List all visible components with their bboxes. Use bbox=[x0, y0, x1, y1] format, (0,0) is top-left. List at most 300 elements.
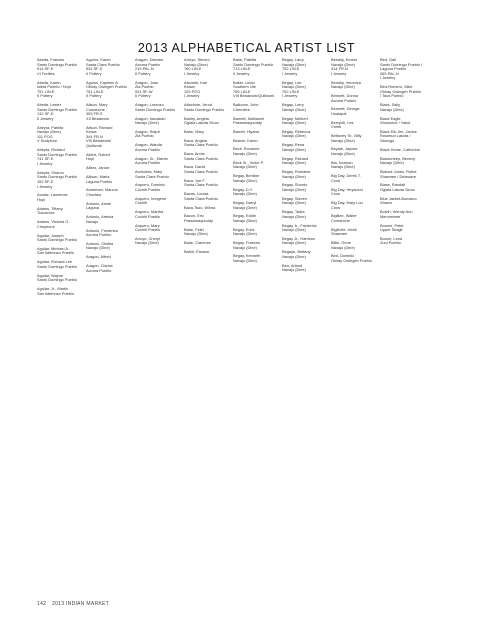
artist-entry bbox=[37, 171, 85, 189]
artist-name: Begay, Rebecca bbox=[282, 129, 311, 134]
artist-detail: Santo Domingo Pueblo bbox=[233, 62, 274, 67]
publication-name: 2013 INDIAN MARKET bbox=[51, 601, 110, 607]
artist-entry bbox=[184, 250, 232, 255]
artist-name: Beck, Roxanne bbox=[233, 147, 260, 152]
artist-name: Black, Sally bbox=[380, 103, 401, 108]
artist-detail: Comanche bbox=[331, 218, 350, 223]
artist-entry bbox=[37, 58, 85, 76]
artist-entry bbox=[282, 130, 330, 139]
artist-detail: Navajo (Dine) bbox=[282, 161, 306, 166]
artist-detail: Navajo (Dine) bbox=[282, 268, 306, 273]
artist-name: Aguilar, Wayne bbox=[37, 273, 64, 278]
artist-name: Aguilar, Joseph bbox=[37, 233, 64, 238]
artist-name: Begay, Berdine bbox=[233, 174, 260, 179]
artist-detail: 314 FR-N bbox=[331, 67, 348, 72]
artist-detail: I Jewelry bbox=[37, 162, 53, 167]
artist-entry bbox=[184, 152, 232, 161]
artist-entry bbox=[37, 193, 85, 202]
artist-entry bbox=[331, 134, 379, 143]
artist-name: Benally, Veronica bbox=[331, 80, 361, 85]
artist-name: Bahe, Pablita bbox=[233, 58, 257, 62]
artist-name: Abeita, Frances bbox=[37, 58, 65, 62]
artist-entry bbox=[184, 165, 232, 174]
artist-entry bbox=[233, 214, 281, 223]
artist-entry bbox=[380, 157, 428, 166]
artist-detail: Santa Clara Pueblo bbox=[184, 196, 218, 201]
artist-entry bbox=[135, 170, 183, 179]
artist-list-columns bbox=[37, 58, 473, 598]
artist-detail: 265 PAL-N bbox=[380, 71, 399, 76]
artist-entry bbox=[233, 188, 281, 197]
artist-detail: Hopi bbox=[37, 197, 46, 202]
artist-name: Aragon, Wanda bbox=[135, 143, 162, 148]
artist-detail: Santo Domingo Pueblo bbox=[37, 175, 78, 180]
artist-name: Balkcom, John bbox=[233, 103, 259, 108]
artist-detail: Kiowa bbox=[86, 130, 97, 135]
artist-entry bbox=[86, 166, 134, 171]
artist-name: Albert, Robert bbox=[86, 152, 111, 157]
artist-detail: Kiowa bbox=[184, 85, 195, 90]
artist-detail: Shawnee / Delaware bbox=[380, 174, 416, 179]
artist-name: Begay, Darryl bbox=[233, 200, 257, 205]
artist-name: Bahe, Clarence bbox=[184, 241, 211, 246]
artist-name: Begay, Eddie bbox=[233, 214, 256, 219]
artist-detail: I Jewelry bbox=[282, 71, 298, 76]
artist-detail: Santo Domingo Pueblo / bbox=[380, 62, 423, 67]
artist-name: Aguino, Kayleen A. bbox=[86, 80, 119, 85]
artist-entry bbox=[282, 58, 330, 76]
artist-entry bbox=[135, 103, 183, 112]
artist-name: Bennett, Donna bbox=[331, 93, 359, 98]
artist-name: Begay, Lee bbox=[282, 80, 302, 85]
artist-name: Barnett, Nathaniel bbox=[233, 116, 265, 121]
artist-name: Big Day, Derek T. bbox=[331, 174, 361, 179]
artist-name: Begay, Romaine bbox=[282, 170, 311, 174]
artist-detail: Zia Pueblo bbox=[135, 85, 154, 90]
artist-name: Boone, Lena bbox=[380, 236, 403, 241]
artist-detail: Navajo (Dine) bbox=[282, 134, 306, 139]
artist-column bbox=[135, 58, 183, 598]
artist-entry bbox=[331, 228, 379, 237]
artist-name: Aguilar, Michael A. bbox=[37, 246, 70, 251]
artist-detail: Isleta Pueblo / Hopi bbox=[37, 85, 71, 90]
artist-detail: Crow bbox=[331, 192, 341, 197]
artist-name: Abeyta, Pablita bbox=[37, 125, 64, 130]
artist-name: Aragon, Clarice bbox=[86, 264, 113, 269]
artist-detail: Navajo (Dine) bbox=[380, 161, 404, 166]
artist-entry bbox=[282, 117, 330, 126]
artist-name: Aragon, Lorenzo bbox=[135, 103, 164, 108]
artist-detail: Southern Ute bbox=[233, 85, 256, 90]
artist-entry bbox=[135, 183, 183, 192]
artist-name: Bacas, Louisa bbox=[184, 192, 209, 197]
page-title: 2013 ALPHABETICAL ARTIST LIST bbox=[137, 41, 356, 55]
artist-detail: 353 FR-S bbox=[86, 112, 103, 117]
artist-entry bbox=[37, 207, 85, 216]
artist-entry bbox=[86, 153, 134, 162]
artist-entry bbox=[282, 143, 330, 152]
artist-detail: Navajo bbox=[86, 219, 99, 224]
artist-name: Blase, Randall bbox=[380, 183, 406, 188]
artist-detail: Cochiti Pueblo bbox=[135, 214, 161, 219]
artist-entry bbox=[86, 58, 134, 76]
artist-name: Baker, Linda bbox=[233, 80, 255, 85]
artist-detail: Hualapai bbox=[331, 111, 347, 116]
artist-detail: Navajo (Dine) bbox=[282, 187, 306, 192]
artist-detail: 741 SF-E bbox=[37, 157, 54, 162]
artist-detail: Acoma Pueblo bbox=[86, 233, 112, 238]
artist-detail: Santa Clara Pueblo bbox=[184, 170, 218, 174]
artist-entry bbox=[233, 174, 281, 183]
artist-name: Beaver, Karen bbox=[233, 138, 258, 143]
artist-entry bbox=[380, 237, 428, 246]
artist-detail: Zuni Pueblo bbox=[380, 241, 401, 246]
artist-name: Bia, Norman bbox=[331, 160, 353, 165]
artist-detail: / Taos Pueblo bbox=[380, 94, 404, 99]
artist-entry bbox=[37, 274, 85, 283]
artist-entry bbox=[184, 214, 232, 223]
artist-name: Amerman, Marcus bbox=[86, 188, 118, 193]
artist-entry bbox=[184, 117, 232, 126]
artist-detail: Shawnee bbox=[331, 232, 348, 237]
artist-name: Berryhill, Les bbox=[331, 120, 354, 125]
artist-column bbox=[86, 58, 134, 598]
artist-name: Baca-Tsoo, Wilma bbox=[184, 205, 216, 210]
artist-entry bbox=[282, 170, 330, 179]
artist-detail: Navajo (Dine) bbox=[331, 138, 355, 143]
artist-name: Begaye, Brittany bbox=[282, 250, 311, 255]
artist-name: Aitson, Mary bbox=[86, 103, 108, 108]
artist-name: Billie, Gene bbox=[331, 241, 351, 246]
artist-entry bbox=[331, 188, 379, 197]
artist-detail: II Pottery bbox=[86, 71, 102, 76]
artist-detail: I Jewelry bbox=[37, 184, 53, 189]
artist-name: Arquero, Imogene bbox=[135, 196, 167, 201]
artist-name: Aguilar, Richard Lee bbox=[37, 260, 73, 265]
artist-name: Begay, Richard bbox=[282, 156, 309, 161]
artist-detail: I Jewelry bbox=[184, 71, 200, 76]
artist-detail: Navajo (Dine) bbox=[233, 245, 257, 250]
artist-detail: Cherokee bbox=[233, 107, 250, 112]
artist-name: Begay, Steven bbox=[282, 196, 308, 201]
artist-detail: Crow bbox=[331, 178, 341, 183]
artist-entry bbox=[331, 107, 379, 116]
artist-name: Bacon, Eric bbox=[184, 214, 204, 219]
artist-detail: Navajo (Dine) bbox=[184, 232, 208, 237]
artist-entry bbox=[37, 126, 85, 144]
artist-name: Begay, Lorry bbox=[282, 103, 304, 108]
artist-entry bbox=[135, 197, 183, 206]
artist-entry bbox=[135, 130, 183, 139]
artist-detail: II Jewelry bbox=[233, 71, 250, 76]
artist-detail: 752 LIN-E bbox=[282, 89, 300, 94]
artist-detail: II Jewelry bbox=[37, 116, 54, 121]
artist-detail: XII Beadwork bbox=[86, 116, 110, 121]
artist-name: Antonio, Annie bbox=[86, 201, 112, 206]
artist-entry bbox=[380, 117, 428, 126]
artist-entry bbox=[282, 157, 330, 166]
artist-detail: Santo Domingo Pueblo bbox=[184, 107, 225, 112]
artist-detail: Santa Clara Pueblo bbox=[135, 174, 169, 179]
artist-name: Begay Jr., Frederick bbox=[282, 223, 317, 228]
artist-entry bbox=[380, 197, 428, 206]
artist-detail: Santo Domingo Pueblo bbox=[37, 62, 78, 67]
artist-name: Archuleta, Mary bbox=[135, 170, 163, 174]
artist-detail: San Ildefonso Pueblo bbox=[37, 291, 74, 296]
artist-entry bbox=[380, 210, 428, 219]
artist-name: Antonio, Frederica bbox=[86, 228, 118, 233]
artist-name: Baca, Angela bbox=[184, 138, 207, 143]
artist-entry bbox=[86, 188, 134, 197]
artist-name: Alfaro, Janice bbox=[86, 166, 110, 171]
artist-detail: Laguna Pueblo bbox=[380, 67, 407, 72]
artist-name: Arquero, Mary bbox=[135, 223, 160, 228]
artist-entry bbox=[233, 147, 281, 156]
artist-name: Abeita, Lester bbox=[37, 103, 62, 108]
artist-detail: Navajo (Dine) bbox=[331, 245, 355, 250]
artist-detail: Navajo (Dine) bbox=[282, 85, 306, 90]
artist-detail: Navajo (Dine) bbox=[282, 62, 306, 67]
artist-detail: Acoma Pueblo bbox=[135, 161, 161, 166]
artist-name: Allison, Marla bbox=[86, 175, 110, 179]
artist-name: BigBee, Walter bbox=[331, 214, 357, 219]
artist-detail: Shawn bbox=[380, 201, 392, 206]
artist-detail: Navajo (Dine) bbox=[233, 232, 257, 237]
artist-entry bbox=[233, 130, 281, 135]
artist-detail: Acoma Pueblo bbox=[135, 62, 161, 67]
artist-entry bbox=[282, 197, 330, 206]
artist-name: Big Day, Heywood bbox=[331, 187, 363, 192]
artist-name: Abeyta, Sharon bbox=[37, 170, 64, 175]
artist-detail: Navajo (Dine) bbox=[135, 241, 159, 246]
artist-detail: Santo Domingo Pueblo bbox=[37, 238, 78, 243]
artist-entry bbox=[184, 192, 232, 201]
artist-name: Bird, Dominic bbox=[331, 254, 355, 259]
artist-detail: Zia Pueblo bbox=[135, 134, 154, 139]
artist-entry bbox=[184, 81, 232, 99]
artist-detail: Cochiti Pueblo bbox=[135, 228, 161, 233]
artist-detail: San Ildefonso Pueblo bbox=[37, 251, 74, 256]
artist-name: BigKnife, Heidi bbox=[331, 227, 357, 232]
artist-detail: Navajo (Dine) bbox=[282, 214, 306, 219]
artist-name: Begay, Tadra bbox=[282, 210, 305, 215]
artist-detail: Passamaquoddy bbox=[184, 218, 213, 223]
artist-detail: Choctaw bbox=[86, 192, 102, 197]
artist-name: Begay, Shonto bbox=[282, 183, 308, 188]
artist-entry bbox=[282, 81, 330, 99]
artist-detail: Cheyenne bbox=[37, 224, 55, 229]
artist-detail: I Jewelry bbox=[331, 71, 347, 76]
artist-name: Ben, Arland bbox=[282, 263, 303, 268]
artist-detail: 125 POG bbox=[184, 89, 201, 94]
artist-entry bbox=[233, 139, 281, 144]
artist-entry bbox=[380, 130, 428, 144]
artist-name: Black Horse, Catherine bbox=[380, 147, 421, 152]
artist-detail: Ohkay Owingeh Pueblo bbox=[331, 259, 372, 264]
artist-entry bbox=[184, 179, 232, 188]
artist-entry bbox=[282, 224, 330, 233]
artist-name: Arquero, Martha bbox=[135, 210, 164, 215]
artist-detail: I Jewelry bbox=[282, 94, 298, 99]
artist-column bbox=[380, 58, 428, 598]
artist-detail: I Jewelry bbox=[380, 76, 396, 81]
artist-entry bbox=[282, 103, 330, 112]
artist-entry bbox=[233, 228, 281, 237]
artist-entry bbox=[135, 157, 183, 166]
artist-detail: Sicangu bbox=[380, 139, 395, 144]
artist-entry bbox=[331, 94, 379, 103]
artist-detail: Navajo (Dine) bbox=[331, 152, 355, 157]
artist-name: Baldry, Angela bbox=[184, 116, 209, 121]
artist-detail: Laguna bbox=[86, 206, 99, 211]
artist-entry bbox=[135, 210, 183, 219]
artist-entry bbox=[282, 264, 330, 273]
artist-entry bbox=[233, 117, 281, 126]
artist-name: Baca, David bbox=[184, 165, 205, 170]
artist-detail: Navajo (Dine) bbox=[233, 218, 257, 223]
artist-name: Arroyo, Steven bbox=[184, 58, 210, 62]
artist-entry bbox=[233, 161, 281, 170]
artist-entry bbox=[37, 81, 85, 99]
artist-name: Aragon, Alfred bbox=[86, 255, 111, 260]
artist-name: Antonio, Artesia bbox=[86, 215, 114, 220]
artist-entry bbox=[184, 139, 232, 148]
artist-detail: Creek bbox=[331, 125, 342, 130]
artist-detail: Santo Domingo Pueblo bbox=[37, 278, 78, 283]
artist-detail: Navajo (Dine) bbox=[282, 201, 306, 206]
artist-detail: Oglala Lakota Sioux bbox=[380, 187, 415, 192]
artist-name: Aragon, Ralph bbox=[135, 129, 160, 134]
artist-name: Barrett, Hiyana bbox=[233, 129, 259, 134]
artist-detail: Ohkay Owingeh Pueblo bbox=[380, 89, 421, 94]
artist-detail: II Pottery bbox=[86, 94, 102, 99]
artist-name: Aragon, Nanabah bbox=[135, 116, 166, 121]
artist-entry bbox=[282, 183, 330, 192]
artist-name: Aitson, Richard bbox=[86, 125, 113, 130]
artist-name: Aguilar, Jr., Martin bbox=[37, 287, 69, 291]
artist-entry bbox=[282, 210, 330, 219]
artist-detail: Santo Domingo Pueblo bbox=[37, 152, 78, 157]
artist-detail: Navajo (Dine) bbox=[331, 85, 355, 90]
artist-detail: Upper Skagit bbox=[380, 228, 403, 233]
artist-name: Bahe, Fidel bbox=[184, 227, 204, 232]
artist-name: Abeita, Karen bbox=[37, 80, 61, 85]
artist-entry bbox=[37, 247, 85, 256]
artist-detail: Santa Clara Pueblo bbox=[184, 156, 218, 161]
artist-name: Bennett, George bbox=[331, 107, 360, 112]
artist-detail: Shoshone / Yakut bbox=[380, 121, 411, 126]
artist-name: Blalock Jones, Ruthe bbox=[380, 170, 417, 174]
page-number: 142 bbox=[37, 601, 47, 607]
artist-detail: Navajo (Dine) bbox=[233, 259, 257, 264]
artist-entry bbox=[331, 58, 379, 76]
artist-entry bbox=[86, 175, 134, 184]
artist-name: Boome, Peter bbox=[380, 223, 404, 228]
artist-name: Attocknie, Jerod bbox=[184, 103, 212, 108]
artist-detail: Navajo (Dine) bbox=[282, 241, 306, 246]
artist-entry bbox=[380, 224, 428, 233]
artist-entry bbox=[86, 103, 134, 121]
artist-detail: Laguna Pueblo bbox=[86, 179, 113, 184]
artist-detail: II Pottery bbox=[135, 94, 151, 99]
artist-detail: Navajo (Dine) bbox=[37, 130, 61, 135]
artist-detail: Quillwork bbox=[86, 144, 102, 149]
artist-detail: Cochiti Pueblo bbox=[135, 187, 161, 192]
artist-detail: 751 LIN-E bbox=[86, 89, 104, 94]
artist-name: Bettoney Sr., Billy bbox=[331, 134, 362, 139]
artist-detail: 344 FR-N bbox=[86, 134, 103, 139]
artist-detail: Crow bbox=[331, 205, 341, 210]
artist-detail: Passamaquoddy bbox=[233, 121, 262, 126]
artist-name: Begay, Frances bbox=[233, 241, 260, 246]
artist-name: Black Elk-Jim, Janice bbox=[380, 129, 417, 134]
artist-detail: Navajo (Dine) bbox=[184, 62, 208, 67]
artist-detail: Santa Clara Pueblo bbox=[184, 183, 218, 188]
artist-detail: 756 LIN-E bbox=[233, 89, 251, 94]
artist-name: Aragon, Delores bbox=[135, 58, 164, 62]
artist-name: Arroyo, Cheryl bbox=[135, 236, 160, 241]
artist-column bbox=[37, 58, 85, 598]
artist-detail: Santo Domingo Pueblo bbox=[135, 107, 176, 112]
artist-detail: Navajo (Dine) bbox=[282, 147, 306, 152]
artist-detail: Navajo (Dine) bbox=[233, 152, 257, 157]
artist-column bbox=[233, 58, 281, 598]
artist-entry bbox=[135, 117, 183, 126]
artist-entry bbox=[380, 170, 428, 179]
artist-entry bbox=[86, 202, 134, 211]
artist-detail: Navajo (Dine) bbox=[86, 246, 110, 251]
artist-detail: 531 SF-W bbox=[135, 89, 153, 94]
artist-detail: Navajo (Dine) bbox=[282, 254, 306, 259]
artist-entry bbox=[233, 201, 281, 210]
artist-detail: 215 PAL-N bbox=[135, 67, 154, 72]
artist-detail: Navajo (Dine) bbox=[233, 205, 257, 210]
artist-detail: VI Textiles bbox=[37, 71, 55, 76]
artist-entry bbox=[184, 103, 232, 112]
artist-name: Beyale, Jaycee bbox=[331, 147, 358, 152]
artist-entry bbox=[380, 148, 428, 153]
artist-name: Beck Sr., Victor P. bbox=[233, 160, 264, 165]
artist-entry bbox=[184, 58, 232, 76]
artist-detail: Navajo (Dine) bbox=[380, 107, 404, 112]
artist-entry bbox=[37, 220, 85, 229]
artist-detail: Santo Domingo Pueblo bbox=[37, 107, 78, 112]
artist-detail: 752 LIN-E bbox=[282, 67, 300, 72]
artist-detail: Menominee bbox=[380, 214, 401, 219]
artist-entry bbox=[380, 58, 428, 81]
artist-entry bbox=[331, 254, 379, 263]
artist-detail: Hopi bbox=[86, 157, 95, 162]
artist-detail: Tuscarora bbox=[37, 211, 55, 216]
artist-name: Begay, D.Y. bbox=[233, 187, 253, 192]
artist-detail: VIII Beadwork/Quillwork bbox=[233, 94, 275, 99]
artist-name: Bahe, Mary bbox=[184, 129, 204, 134]
artist-detail: Navajo (Dine) bbox=[331, 62, 355, 67]
artist-detail: II Pottery bbox=[135, 71, 151, 76]
artist-detail: Navajo (Dine) bbox=[233, 165, 257, 170]
artist-name: Acadiz, Lawrence bbox=[37, 193, 68, 198]
artist-name: Begay, Larry bbox=[282, 58, 304, 62]
artist-detail: Acoma Pueblo bbox=[135, 147, 161, 152]
artist-name: Abeyta, Richard bbox=[37, 148, 65, 153]
artist-entry bbox=[86, 81, 134, 99]
artist-entry bbox=[184, 130, 232, 135]
artist-name: Blue Jacket-Bozzano, bbox=[380, 196, 418, 201]
artist-name: Antonio, Otatha bbox=[86, 241, 114, 246]
artist-name: Blackcheep, Beverly bbox=[380, 156, 416, 161]
artist-detail: Oglala Lakota Sioux bbox=[184, 121, 219, 126]
artist-entry bbox=[86, 255, 134, 260]
